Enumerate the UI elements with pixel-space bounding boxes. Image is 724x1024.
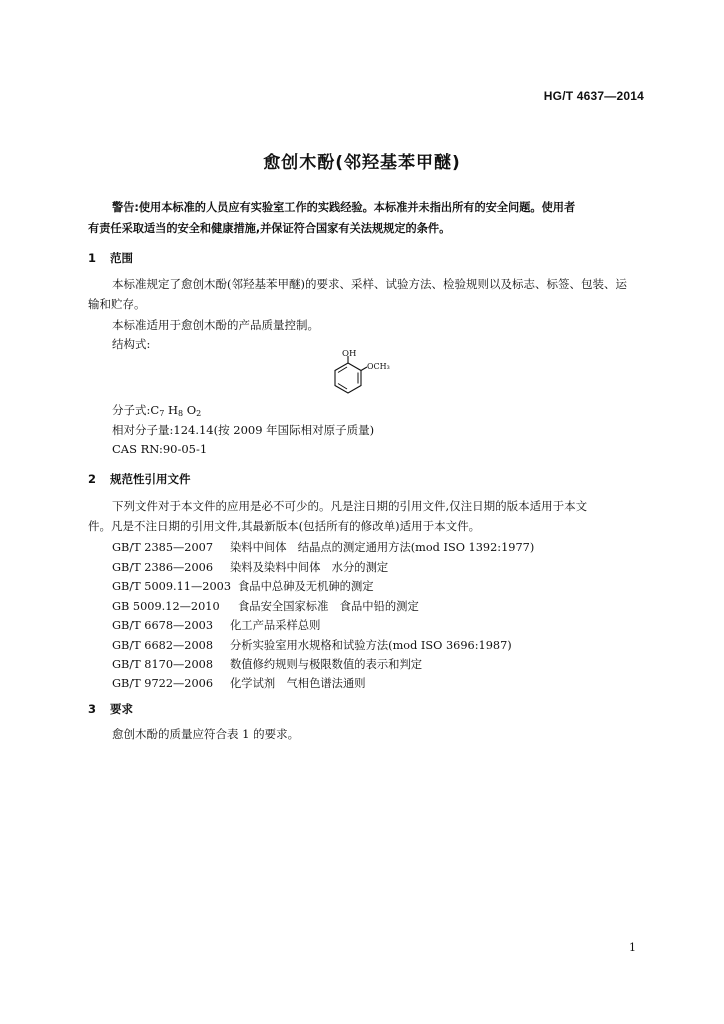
reference-title: 食品安全国家标准 食品中铅的测定 [238,600,419,613]
molecular-formula [112,402,201,418]
reference-code: GB/T 8170—2008 [112,658,214,671]
reference-code: GB/T 6678—2003 [112,619,214,632]
section-1-title: 范围 [110,251,133,265]
standard-code: HG/T 4637—2014 [543,89,644,103]
section-1-paragraph-1 [88,274,646,314]
section-1-p1-line-1: 本标准规定了愈创木酚(邻羟基苯甲醚)的要求、采样、试验方法、检验规则以及标志、标签、包装、运 [112,277,627,291]
reference-code: GB/T 5009.11—2003 [112,580,232,593]
reference-title: 染料及染料中间体 水分的测定 [230,561,389,574]
reference-code: GB/T 2386—2006 [112,561,214,574]
formula-o: O [186,403,197,417]
reference-title: 染料中间体 结晶点的测定通用方法(mod ISO 1392:1977) [230,541,535,554]
warning-block [88,197,646,239]
section-2-heading [88,471,191,487]
warning-line-1: 警告:使用本标准的人员应有实验室工作的实践经验。本标准并未指出所有的安全问题。使用者 [112,201,576,214]
reference-title: 化工产品采样总则 [230,619,321,632]
reference-item [112,617,320,633]
page-title: 愈创木酚(邻羟基苯甲醚) [263,153,461,173]
formula-h: H [167,403,178,417]
section-3-title: 要求 [110,702,133,716]
reference-item [112,675,366,691]
reference-code: GB 5009.12—2010 [112,600,220,613]
structural-formula [318,347,408,407]
benzene-ring-icon [318,347,408,407]
section-3-paragraph-1: 愈创木酚的质量应符合表 1 的要求。 [112,727,300,741]
formula-c-count: 7 [159,409,165,418]
methoxy-label: OCH₃ [367,362,390,371]
warning-line-2: 有责任采取适当的安全和健康措施,并保证符合国家有关法规规定的条件。 [88,222,451,235]
section-1-structure-label: 结构式: [112,337,151,351]
section-3-number: 3 [88,702,97,716]
section-1-paragraph-2: 本标准适用于愈创木酚的产品质量控制。 [112,318,319,332]
section-2-number: 2 [88,472,97,486]
reference-item [112,539,534,555]
section-1-heading [88,250,133,266]
reference-title: 数值修约规则与极限数值的表示和判定 [230,658,423,671]
section-3-heading [88,701,133,717]
formula-c: C [150,403,160,417]
cas-number: CAS RN:90-05-1 [112,442,208,456]
section-2-paragraph-1 [88,496,646,536]
reference-code: GB/T 2385—2007 [112,541,214,554]
reference-title: 化学试剂 气相色谱法通则 [230,677,366,690]
reference-title: 分析实验室用水规格和试验方法(mod ISO 3696:1987) [230,639,512,652]
reference-item [112,656,422,672]
section-2-p1-line-2: 件。凡是不注日期的引用文件,其最新版本(包括所有的修改单)适用于本文件。 [88,519,481,533]
formula-h-count: 8 [177,409,184,418]
section-1-p1-line-2: 输和贮存。 [88,297,146,311]
reference-title: 食品中总砷及无机砷的测定 [238,580,374,593]
reference-code: GB/T 9722—2006 [112,677,214,690]
reference-item [112,637,512,653]
reference-item [112,598,419,614]
reference-code: GB/T 6682—2008 [112,639,214,652]
relative-molecular-mass: 相对分子量:124.14(按 2009 年国际相对原子质量) [112,423,375,437]
formula-prefix: 分子式: [112,403,151,417]
hydroxyl-label: OH [342,349,357,359]
formula-o-count: 2 [196,409,202,418]
section-1-number: 1 [88,251,97,265]
reference-item [112,578,374,594]
section-2-title: 规范性引用文件 [110,472,191,486]
section-2-p1-line-1: 下列文件对于本文件的应用是必不可少的。凡是注日期的引用文件,仅注日期的版本适用于本文 [112,499,588,513]
page-number: 1 [629,941,636,954]
reference-item [112,559,388,575]
